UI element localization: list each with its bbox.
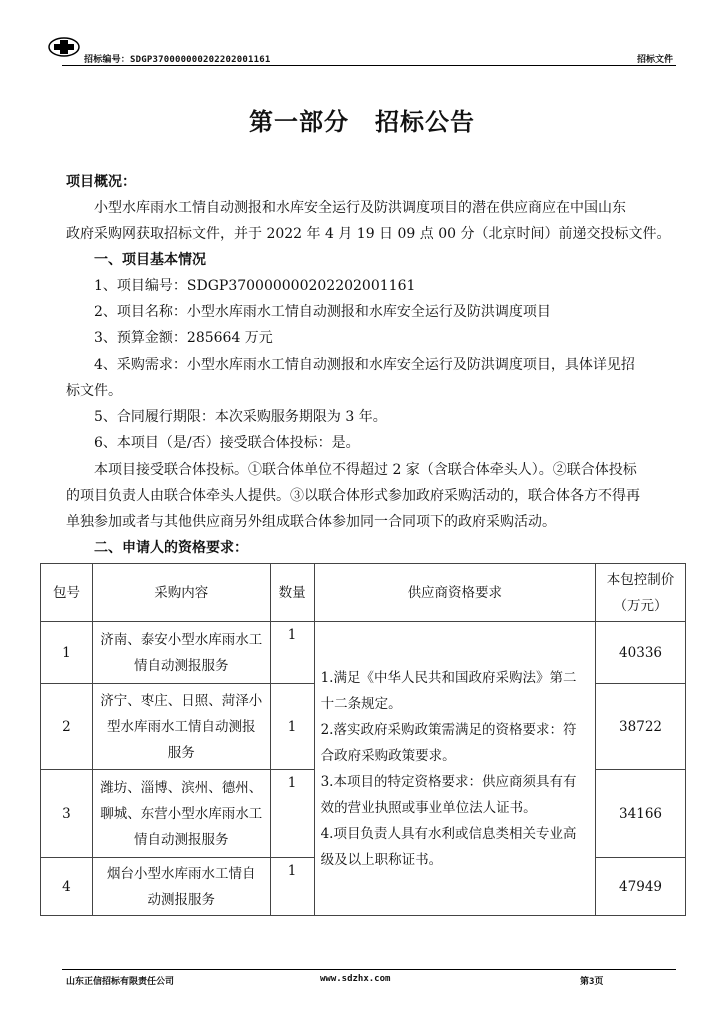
header-req: 供应商资格要求	[314, 564, 595, 622]
row-price: 47949	[596, 858, 686, 916]
item-project-number: 1、项目编号：SDGP370000000202202001161	[94, 278, 416, 294]
row-content	[92, 858, 270, 916]
row-content-line: 型水库雨水工情自动测报	[107, 718, 256, 735]
row-content-line: 聊城、东营小型水库雨水工	[100, 805, 263, 822]
requirement-line: 十二条规定。	[320, 695, 402, 712]
header-content: 采购内容	[92, 564, 270, 622]
row-pkg: 1	[41, 622, 93, 684]
row-price: 40336	[596, 622, 686, 684]
footer-page-number: 第3页	[580, 977, 604, 987]
header-pkg: 包号	[41, 564, 93, 622]
row-content-line: 烟台小型水库雨水工情自	[107, 865, 256, 882]
item-consortium: 6、本项目（是/否）接受联合体投标：是。	[94, 435, 360, 451]
row-pkg: 2	[41, 684, 93, 770]
row-content-line: 动测报服务	[147, 891, 216, 908]
header-qty: 数量	[270, 564, 314, 622]
qualification-table	[40, 563, 686, 916]
row-content-line: 情自动测报服务	[134, 831, 229, 848]
section1-heading: 一、项目基本情况	[94, 252, 206, 268]
tender-number: 招标编号：SDGP370000000202202001161	[84, 55, 271, 65]
requirement-line: 2.落实政府采购政策需满足的资格要求：符	[320, 721, 577, 738]
requirement-line: 效的营业执照或事业单位法人证书。	[320, 799, 537, 816]
footer-divider	[62, 969, 676, 970]
title-name: 招标公告	[375, 108, 475, 136]
consortium-line1: 本项目接受联合体投标。①联合体单位不得超过 2 家（含联合体牵头人）。②联合体投标	[94, 462, 637, 478]
requirement-line: 3.本项目的特定资格要求：供应商须具有有	[320, 773, 577, 790]
overview-text-line1: 小型水库雨水工情自动测报和水库安全运行及防洪调度项目的潜在供应商应在中国山东	[94, 200, 626, 216]
row-qty: 1	[270, 858, 314, 916]
requirement-line: 合政府采购政策要求。	[320, 747, 456, 764]
row-content-line: 济南、泰安小型水库雨水工	[100, 631, 263, 648]
consortium-line3: 单独参加或者与其他供应商另外组成联合体参加同一合同项下的政府采购活动。	[66, 514, 556, 530]
requirement-line: 级及以上职称证书。	[320, 851, 443, 868]
page-title	[0, 102, 724, 137]
document-type: 招标文件	[636, 55, 673, 65]
table-header-row	[41, 564, 686, 622]
header-price-line2: （万元）	[613, 597, 668, 614]
header-divider	[62, 65, 676, 66]
header-price	[596, 564, 686, 622]
row-content-line: 济宁、枣庄、日照、菏泽小	[100, 692, 263, 709]
supplier-requirements	[314, 622, 595, 916]
requirement-line: 4.项目负责人具有水利或信息类相关专业高	[320, 825, 577, 842]
item-budget: 3、预算金额：285664 万元	[94, 330, 273, 346]
row-price: 38722	[596, 684, 686, 770]
overview-heading: 项目概况：	[66, 174, 136, 190]
row-content	[92, 770, 270, 858]
item-requirement-line1: 4、采购需求：小型水库雨水工情自动测报和水库安全运行及防洪调度项目，具体详见招	[94, 357, 635, 373]
row-content-line: 情自动测报服务	[134, 657, 229, 674]
row-pkg: 3	[41, 770, 93, 858]
row-content-line: 服务	[167, 744, 195, 761]
item-contract-period: 5、合同履行期限：本次采购服务期限为 3 年。	[94, 409, 387, 425]
row-price: 34166	[596, 770, 686, 858]
overview-text-line2: 政府采购网获取招标文件，并于 2022 年 4 月 19 日 09 点 00 分（北京时间）前递交投标文件。	[66, 226, 671, 242]
title-part: 第一部分	[249, 108, 349, 136]
row-qty: 1	[270, 622, 314, 684]
row-qty: 1	[270, 770, 314, 858]
footer-company: 山东正信招标有限责任公司	[66, 977, 175, 987]
row-qty: 1	[270, 684, 314, 770]
row-content-line: 潍坊、淄博、滨州、德州、	[100, 779, 263, 796]
item-requirement-line2: 标文件。	[66, 383, 122, 399]
row-content	[92, 684, 270, 770]
header-price-line1: 本包控制价	[606, 571, 675, 588]
row-content	[92, 622, 270, 684]
company-logo-icon	[48, 37, 80, 57]
requirement-line: 1.满足《中华人民共和国政府采购法》第二	[320, 669, 577, 686]
row-pkg: 4	[41, 858, 93, 916]
table-row	[41, 622, 686, 684]
section2-heading: 二、申请人的资格要求：	[94, 540, 248, 556]
consortium-line2: 的项目负责人由联合体牵头人提供。③以联合体形式参加政府采购活动的，联合体各方不得再	[66, 488, 640, 504]
footer-website[interactable]: www.sdzhx.com	[320, 974, 391, 984]
item-project-name: 2、项目名称：小型水库雨水工情自动测报和水库安全运行及防洪调度项目	[94, 304, 551, 320]
